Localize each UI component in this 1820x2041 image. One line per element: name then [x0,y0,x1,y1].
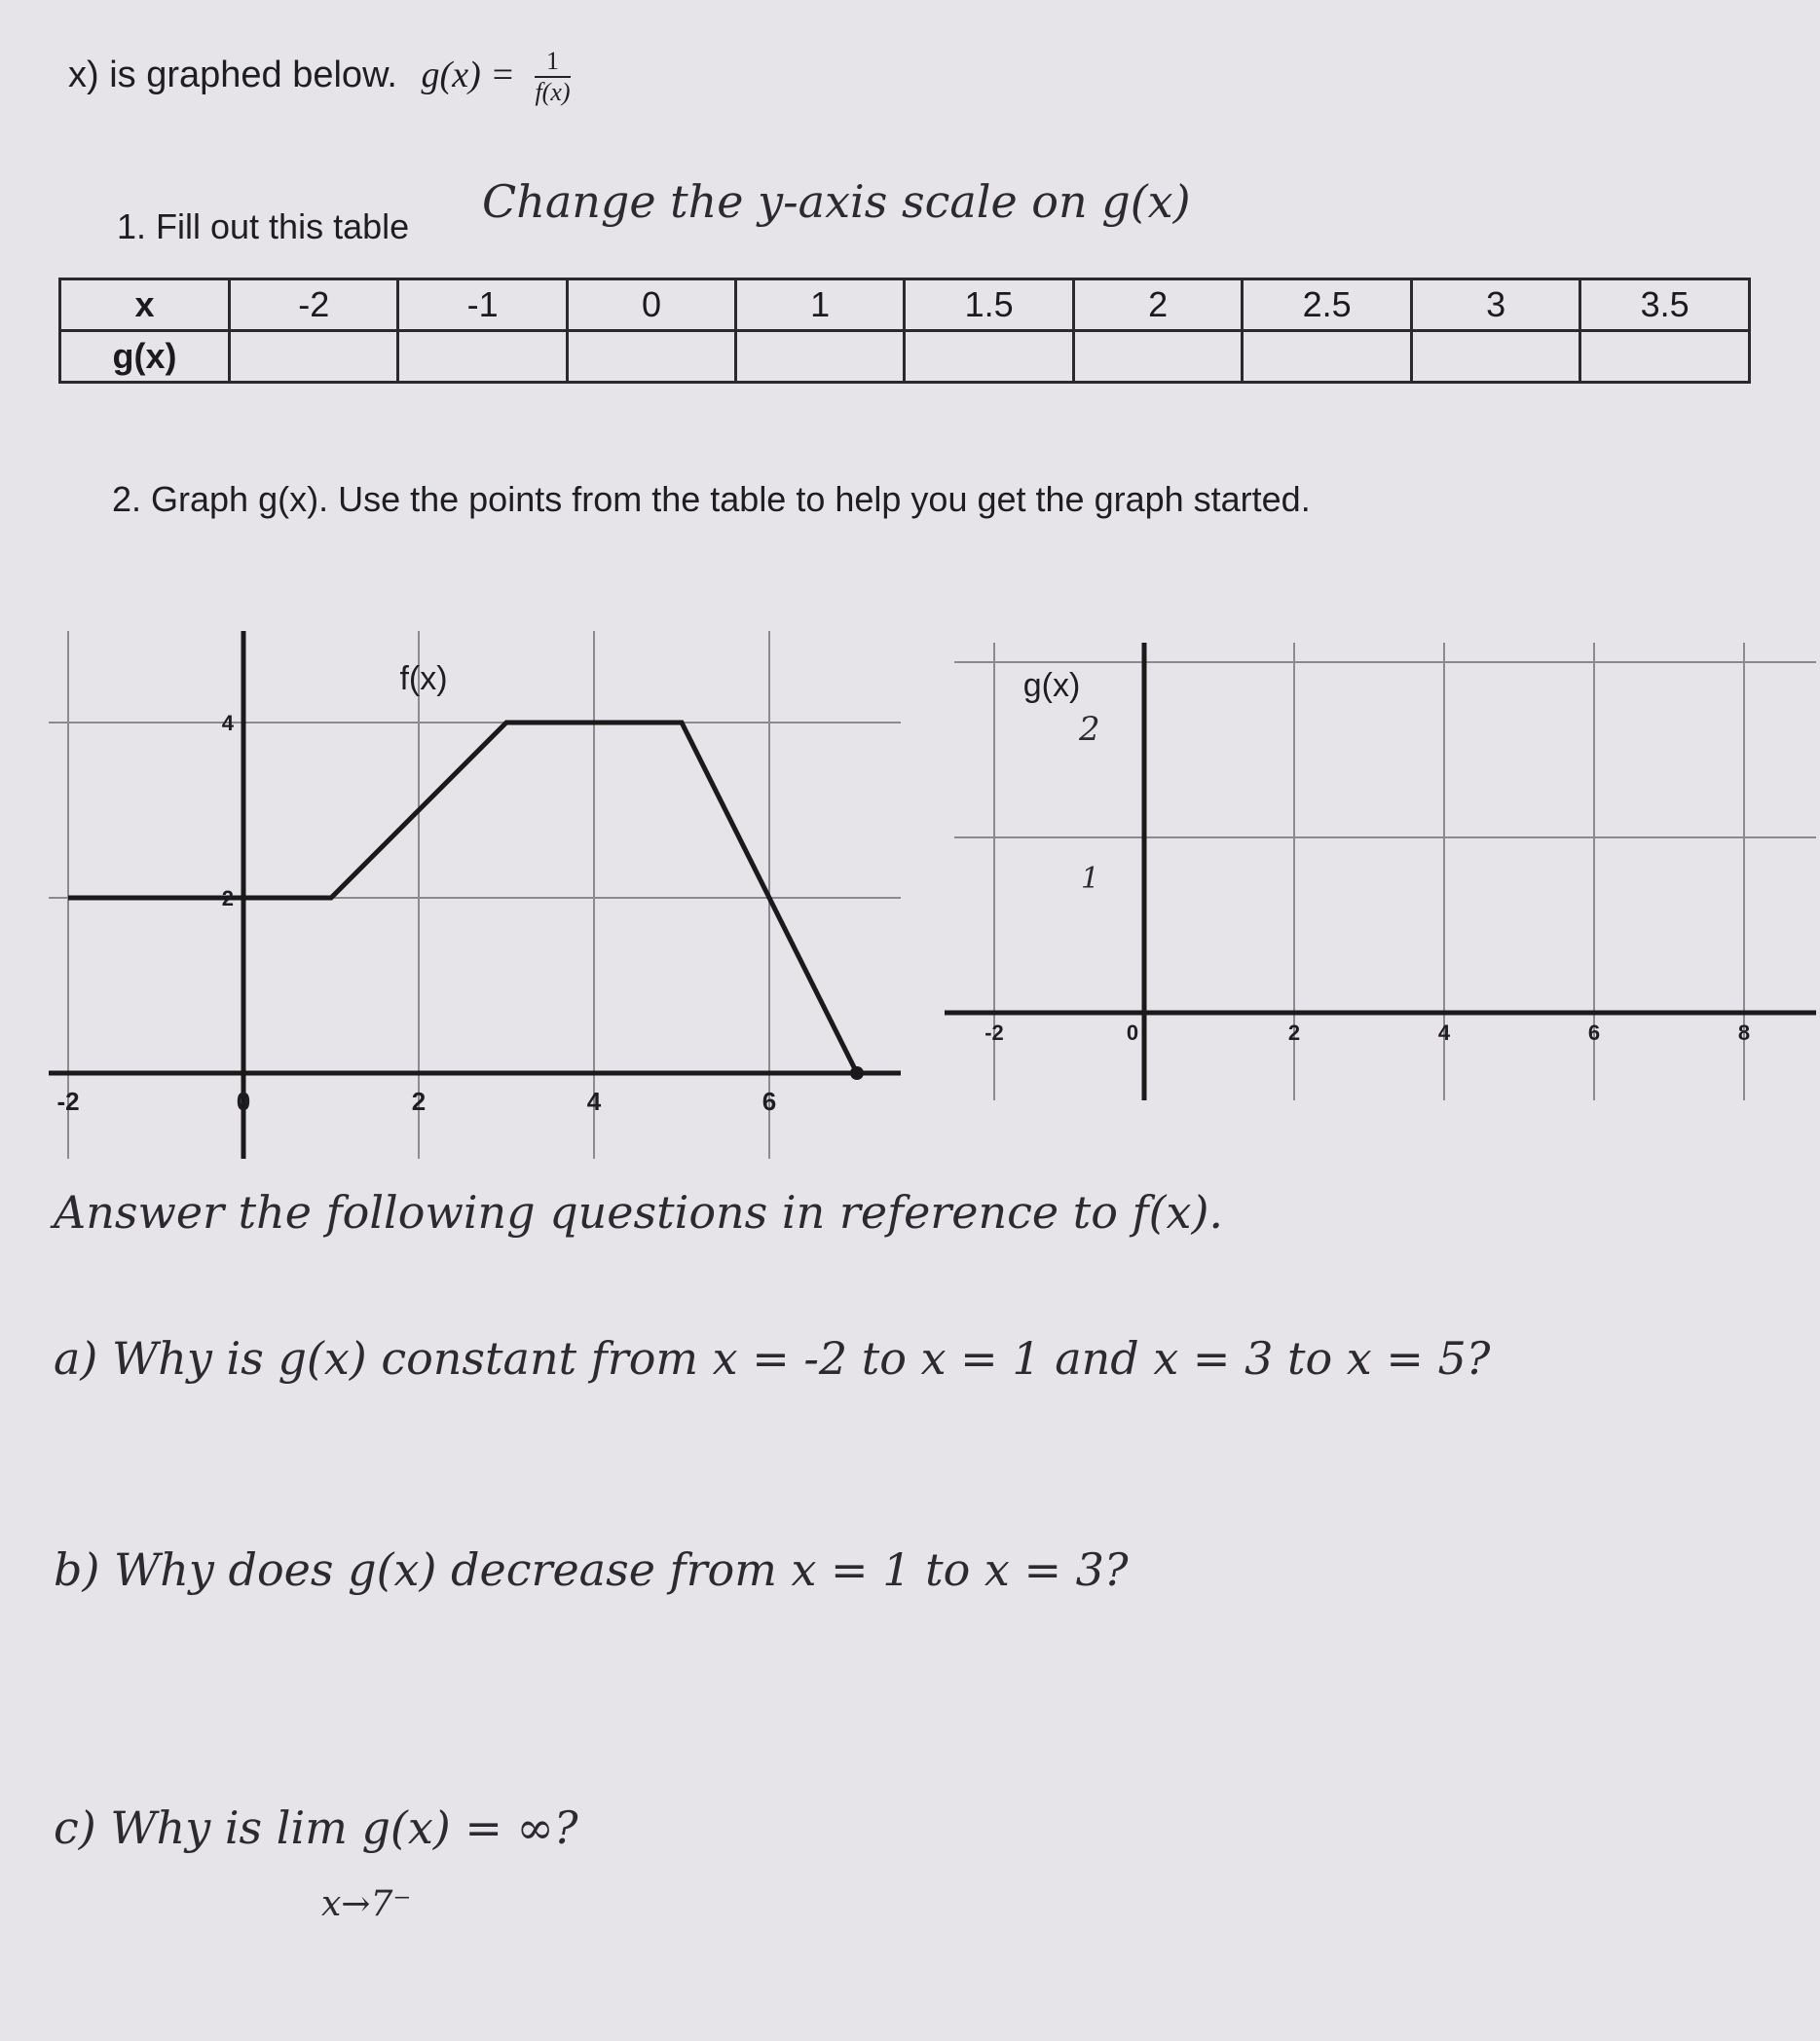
table-cell-g[interactable] [1243,331,1412,383]
table-cell-x: 2.5 [1243,279,1412,331]
table-cell-x: 0 [567,279,735,331]
table-cell-x: -2 [230,279,398,331]
f-graph-title: f(x) [399,660,448,697]
question-a: a) Why is g(x) constant from x = -2 to x = 1 and x = 3 to x = 5? [54,1332,1491,1385]
table-cell-g[interactable] [567,331,735,383]
table-cell-g[interactable] [398,331,567,383]
f-x-tick-label: 0 [236,1087,251,1116]
table-cell-g[interactable] [736,331,905,383]
g-x-tick-label: 0 [1126,1020,1139,1045]
g-x-tick-label: 4 [1437,1020,1451,1045]
table-cell-x: 1.5 [905,279,1074,331]
values-table [58,278,1751,384]
f-x-tick-label: 2 [411,1087,427,1116]
table-cell-g[interactable] [905,331,1074,383]
question-c: c) Why is lim g(x) = ∞? [54,1801,578,1854]
fraction-denominator: f(x) [535,78,571,106]
f-graph [0,604,915,1169]
answers-intro: Answer the following questions in reference to f(x). [54,1186,1224,1239]
f-endpoint-dot [850,1066,864,1080]
g-definition-lhs: g(x) = [421,55,515,96]
g-graph-title: g(x) [1022,667,1081,704]
f-x-tick-label: -2 [56,1087,80,1116]
f-x-tick-label: 6 [761,1087,777,1116]
g-definition-fraction [535,47,570,107]
question-c-limit-subscript: x→7⁻ [321,1884,412,1924]
g-x-tick-label: 6 [1587,1020,1601,1045]
question-2-label: 2. Graph g(x). Use the points from the table to help you get the graph started. [112,479,1311,519]
table-header-g: g(x) [60,331,230,383]
g-hand-tick-label: 1 [1081,862,1100,896]
question-b: b) Why does g(x) decrease from x = 1 to x = 3? [54,1543,1129,1596]
g-graph [915,604,1820,1149]
f-y-tick-label: 2 [221,886,234,910]
g-x-tick-label: 8 [1737,1020,1751,1045]
table-cell-g[interactable] [1412,331,1580,383]
table-cell-g[interactable] [230,331,398,383]
table-row-g [60,331,1750,383]
table-cell-x: 1 [736,279,905,331]
g-x-tick-label: 2 [1287,1020,1301,1045]
table-cell-x: 3 [1412,279,1580,331]
fraction-numerator: 1 [535,47,570,78]
worksheet-intro [68,47,571,107]
f-x-tick-label: 4 [586,1087,602,1116]
table-row-x [60,279,1750,331]
table-cell-x: 2 [1074,279,1243,331]
table-cell-g[interactable] [1074,331,1243,383]
table-cell-x: 3.5 [1580,279,1750,331]
g-hand-tick-label: 2 [1079,710,1100,749]
table-cell-x: -1 [398,279,567,331]
question-1-label: 1. Fill out this table [117,206,410,246]
table-cell-g[interactable] [1580,331,1750,383]
table-header-x: x [60,279,230,331]
f-y-tick-label: 4 [221,711,234,735]
intro-text: x) is graphed below. [68,55,397,96]
g-x-tick-label: -2 [984,1020,1004,1045]
handwritten-note-scale: Change the y-axis scale on g(x) [482,175,1191,228]
